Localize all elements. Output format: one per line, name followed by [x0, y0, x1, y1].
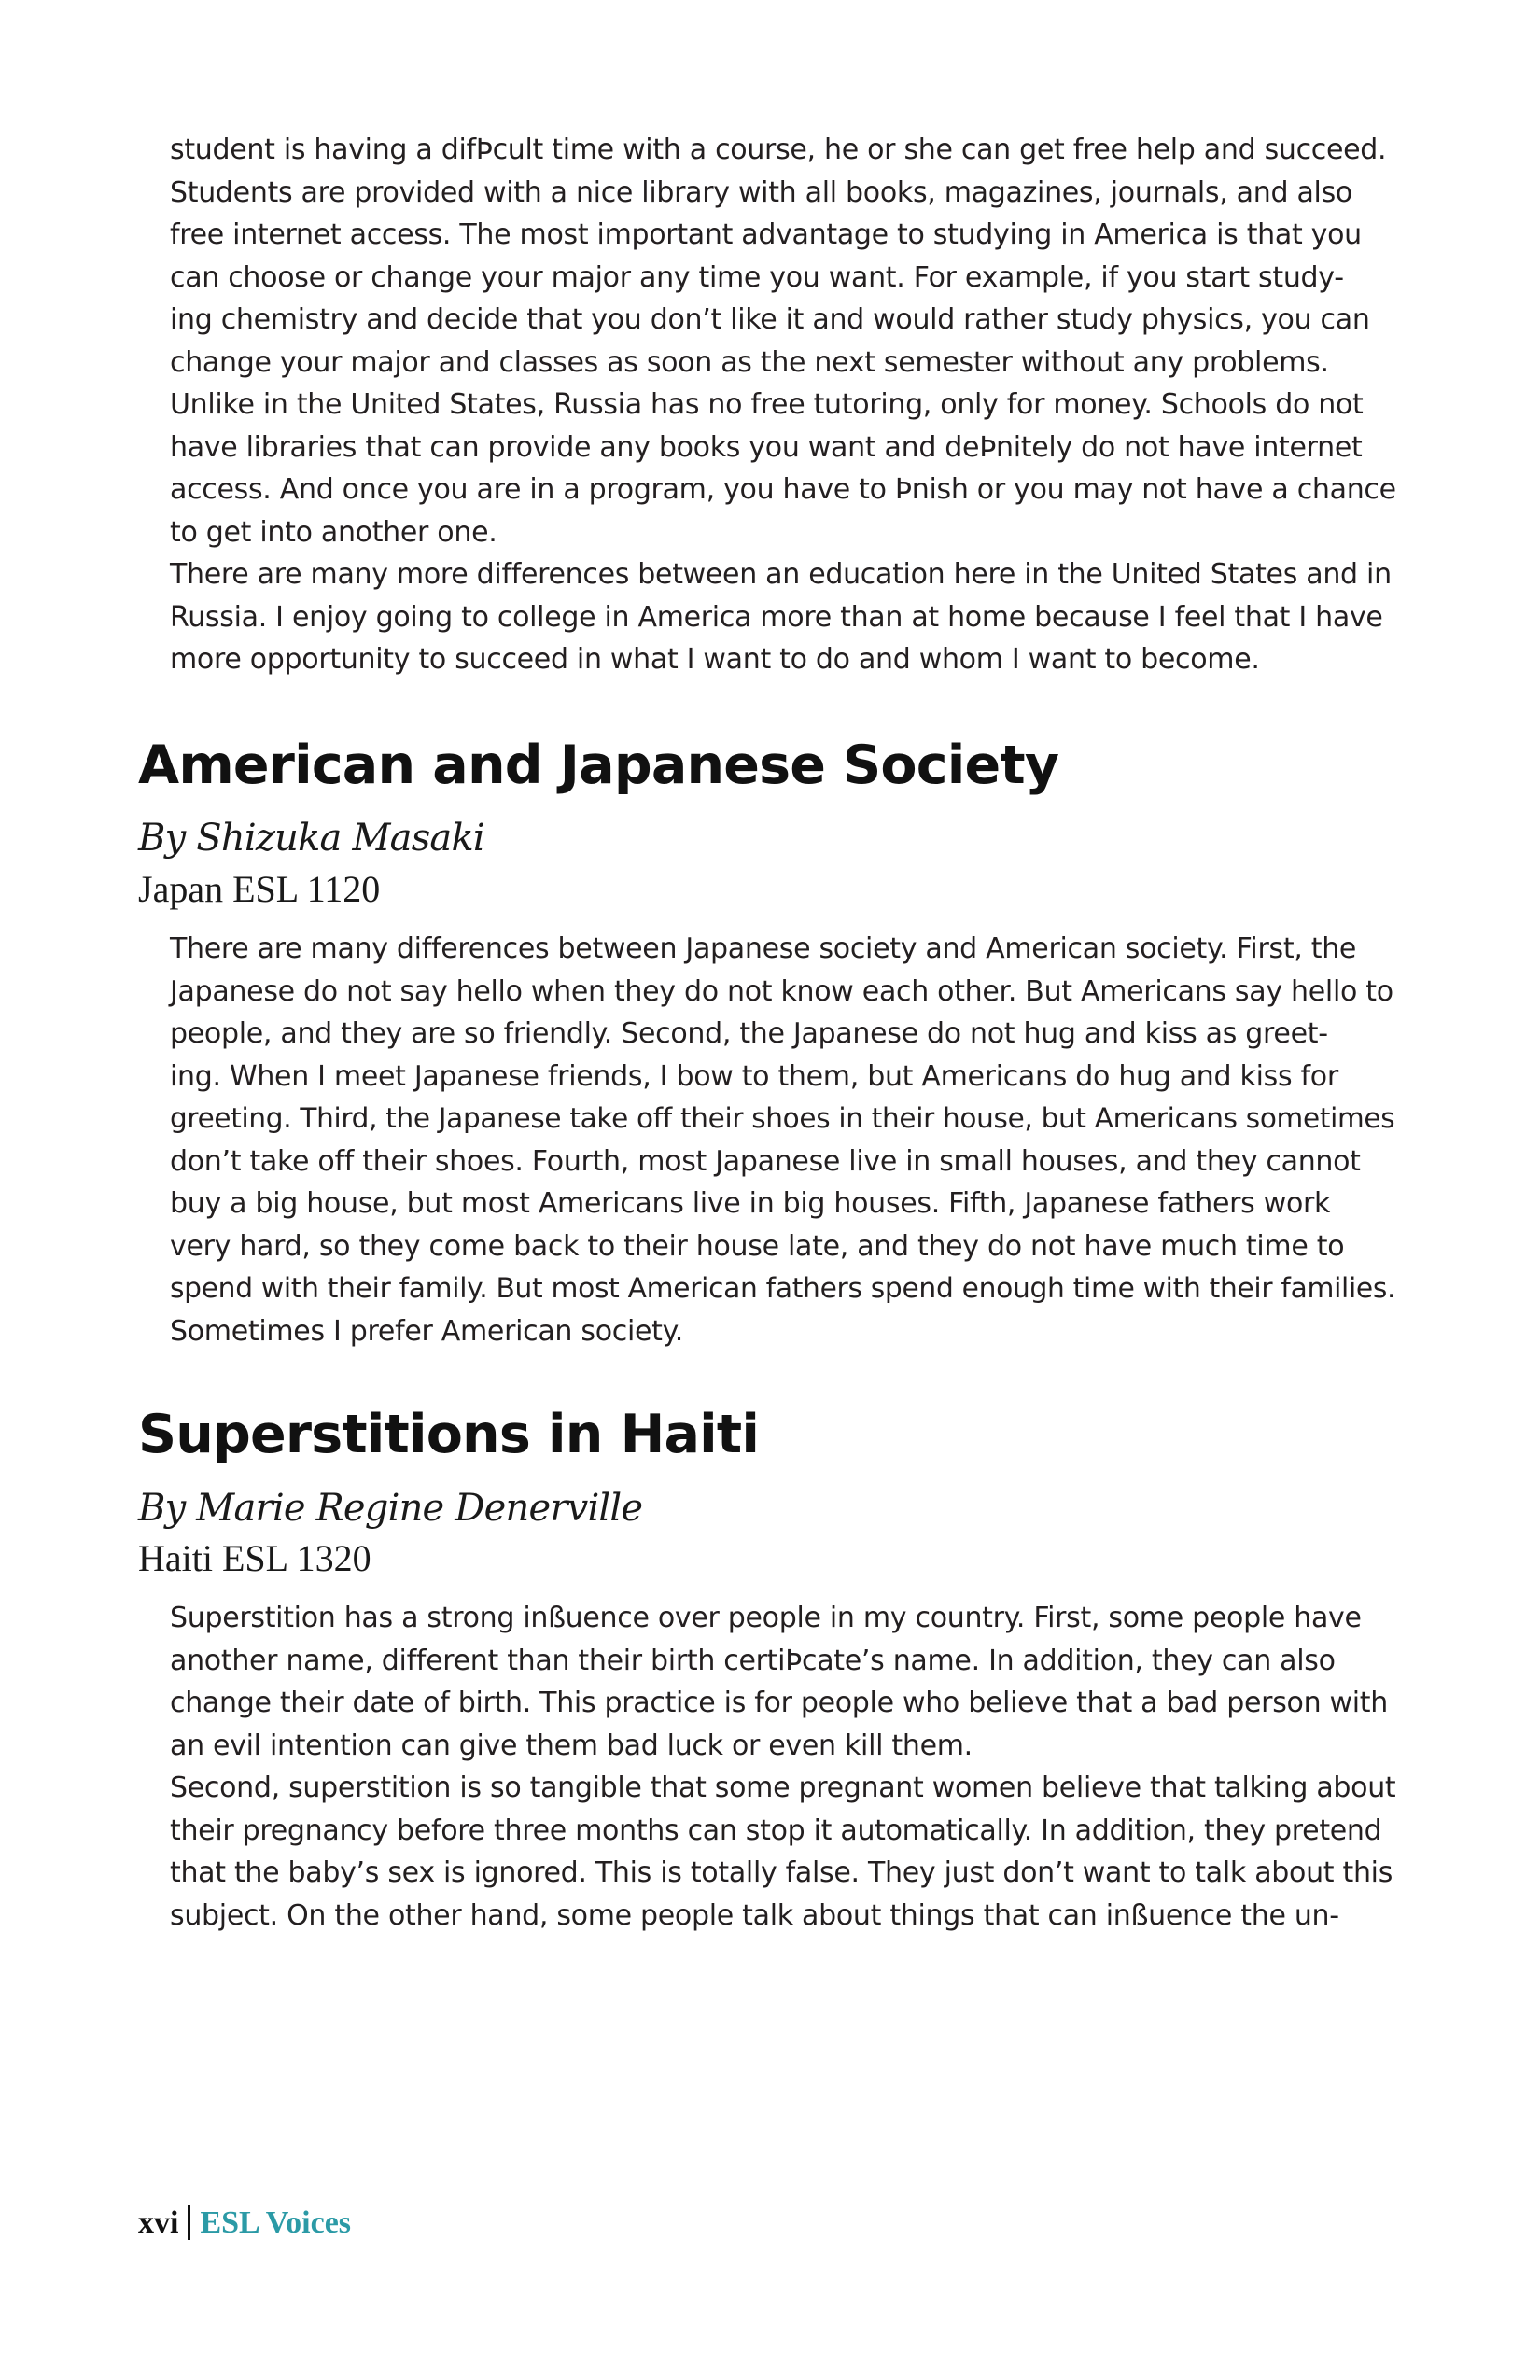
text-line: student is having a difÞcult time with a course, he or she can get free help and succeed.: [170, 133, 1387, 166]
text-line: spend with their family. But most American fathers spend enough time with their families.: [170, 1272, 1396, 1305]
text-line: change their date of birth. This practice is for people who believe that a bad person with: [170, 1687, 1388, 1719]
essay-course: Japan ESL 1120: [138, 868, 381, 910]
text-line: greeting. Third, the Japanese take off their shoes in their house, but Americans sometimes: [170, 1102, 1395, 1134]
text-line: ing. When I meet Japanese friends, I bow to them, but Americans do hug and kiss for: [170, 1059, 1338, 1093]
text-line: their pregnancy before three months can stop it automatically. In addition, they pretend: [170, 1813, 1382, 1847]
text-line: There are many differences between Japanese society and American society. First, the: [170, 932, 1357, 965]
text-line: access. And once you are in a program, you have to Þnish or you may not have a chance: [170, 473, 1396, 506]
text-line: change your major and classes as soon as the next semester without any problems.: [170, 345, 1329, 379]
essay-title: Superstitions in Haiti: [138, 1404, 760, 1465]
text-line: Japanese do not say hello when they do not know each other. But Americans say hello to: [170, 974, 1393, 1008]
text-line: Second, superstition is so tangible that some pregnant women believe that talking about: [170, 1771, 1396, 1804]
essay-body: [170, 928, 1402, 1352]
text-line: Superstition has a strong inßuence over people in my country. First, some people have: [170, 1602, 1362, 1634]
page-number: xvi: [138, 2205, 179, 2240]
text-line: Russia. I enjoy going to college in America more than at home because I feel that I have: [170, 600, 1383, 634]
text-line: Students are provided with a nice library with all books, magazines, journals, and also: [170, 175, 1352, 209]
page-footer: [138, 2205, 351, 2242]
book-title: ESL Voices: [200, 2205, 352, 2240]
text-line: free internet access. The most important advantage to studying in America is that you: [170, 218, 1362, 251]
text-line: There are many more differences between an education here in the United States and in: [170, 558, 1392, 591]
essay-byline: By Shizuka Masaki: [138, 817, 484, 860]
essay-body: [170, 1597, 1402, 1937]
text-line: Sometimes I prefer American society.: [170, 1314, 684, 1348]
text-line: very hard, so they come back to their house late, and they do not have much time to: [170, 1229, 1345, 1263]
text-line: an evil intention can give them bad luck or even kill them.: [170, 1729, 973, 1762]
text-line: more opportunity to succeed in what I want to do and whom I want to become.: [170, 643, 1260, 676]
text-line: people, and they are so friendly. Second, the Japanese do not hug and kiss as greet-: [170, 1017, 1328, 1050]
text-line: another name, different than their birth certiÞcate’s name. In addition, they can also: [170, 1644, 1336, 1677]
text-line: ing chemistry and decide that you don’t like it and would rather study physics, you can: [170, 303, 1370, 336]
text-line: that the baby’s sex is ignored. This is totally false. They just don’t want to talk about this: [170, 1856, 1393, 1889]
text-line: Unlike in the United States, Russia has no free tutoring, only for money. Schools do not: [170, 388, 1364, 421]
text-line: don’t take off their shoes. Fourth, most Japanese live in small houses, and they cannot: [170, 1144, 1361, 1178]
text-line: can choose or change your major any time you want. For example, if you start study-: [170, 260, 1344, 294]
footer-divider: [188, 2205, 190, 2240]
text-line: buy a big house, but most Americans live in big houses. Fifth, Japanese fathers work: [170, 1187, 1331, 1220]
essay-title: American and Japanese Society: [138, 735, 1059, 796]
essay-continuation: [170, 129, 1402, 681]
text-line: have libraries that can provide any books you want and deÞnitely do not have internet: [170, 430, 1363, 464]
essay-byline: By Marie Regine Denerville: [138, 1487, 643, 1530]
text-line: subject. On the other hand, some people talk about things that can inßuence the un-: [170, 1898, 1339, 1932]
essay-course: Haiti ESL 1320: [138, 1537, 371, 1579]
text-line: to get into another one.: [170, 515, 497, 549]
